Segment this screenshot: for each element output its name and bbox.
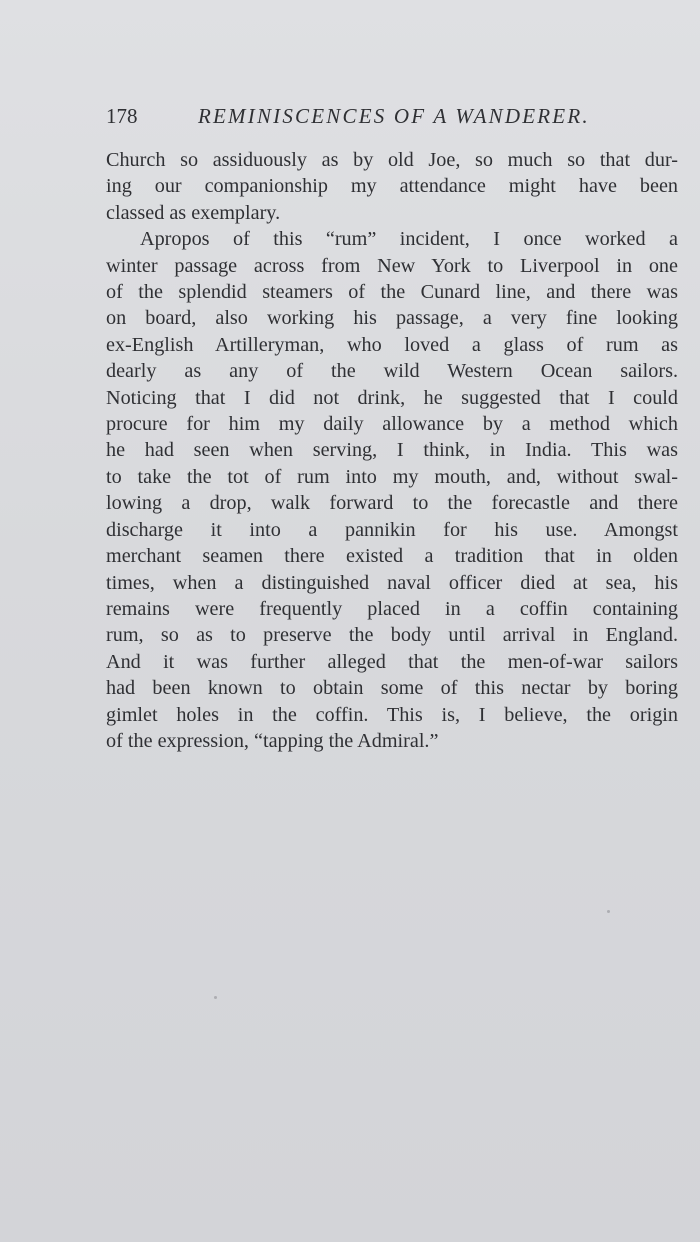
text-line: of the expression, “tapping the Admiral.” — [106, 729, 439, 752]
body-text — [106, 147, 678, 754]
text-line: dearly as any of the wild Western Ocean sailors. — [106, 360, 678, 383]
text-line: on board, also working his passage, a very fine looking — [106, 307, 678, 330]
text-line: Church so assiduously as by old Joe, so much so that dur- — [106, 149, 678, 171]
paragraph-2 — [106, 226, 678, 754]
page-number: 178 — [106, 104, 138, 128]
text-line: to take the tot of rum into my mouth, and, without swal- — [106, 465, 678, 488]
paper-speck — [607, 910, 610, 913]
text-line: of the splendid steamers of the Cunard line, and there was — [106, 281, 678, 304]
text-line: remains were frequently placed in a coffin containing — [106, 597, 678, 620]
text-line: Apropos of this “rum” incident, I once worked a — [140, 228, 678, 251]
text-line: And it was further alleged that the men-of-war sailors — [106, 650, 678, 673]
text-line: merchant seamen there existed a tradition that in olden — [106, 545, 678, 568]
text-line: Noticing that I did not drink, he suggested that I could — [106, 386, 678, 409]
paper-speck — [214, 996, 217, 999]
text-line: procure for him my daily allowance by a method which — [106, 413, 678, 436]
text-line: ing our companionship my attendance might have been — [106, 175, 678, 198]
text-line: ex-English Artilleryman, who loved a glass of rum as — [106, 333, 678, 356]
text-line: lowing a drop, walk forward to the forecastle and there — [106, 492, 678, 515]
text-line: winter passage across from New York to Liverpool in one — [106, 254, 678, 277]
paragraph-1 — [106, 147, 678, 226]
running-head: REMINISCENCES OF A WANDERER. — [198, 104, 590, 128]
text-line: classed as exemplary. — [106, 201, 281, 224]
text-line: rum, so as to preserve the body until arrival in England. — [106, 624, 678, 647]
page-header — [106, 100, 678, 132]
text-line: discharge it into a pannikin for his use. Amongst — [106, 518, 678, 541]
text-line: had been known to obtain some of this nectar by boring — [106, 677, 678, 700]
text-line: gimlet holes in the coffin. This is, I believe, the origin — [106, 703, 678, 726]
text-line: times, when a distinguished naval officer died at sea, his — [106, 571, 678, 594]
text-line: he had seen when serving, I think, in India. This was — [106, 439, 678, 462]
